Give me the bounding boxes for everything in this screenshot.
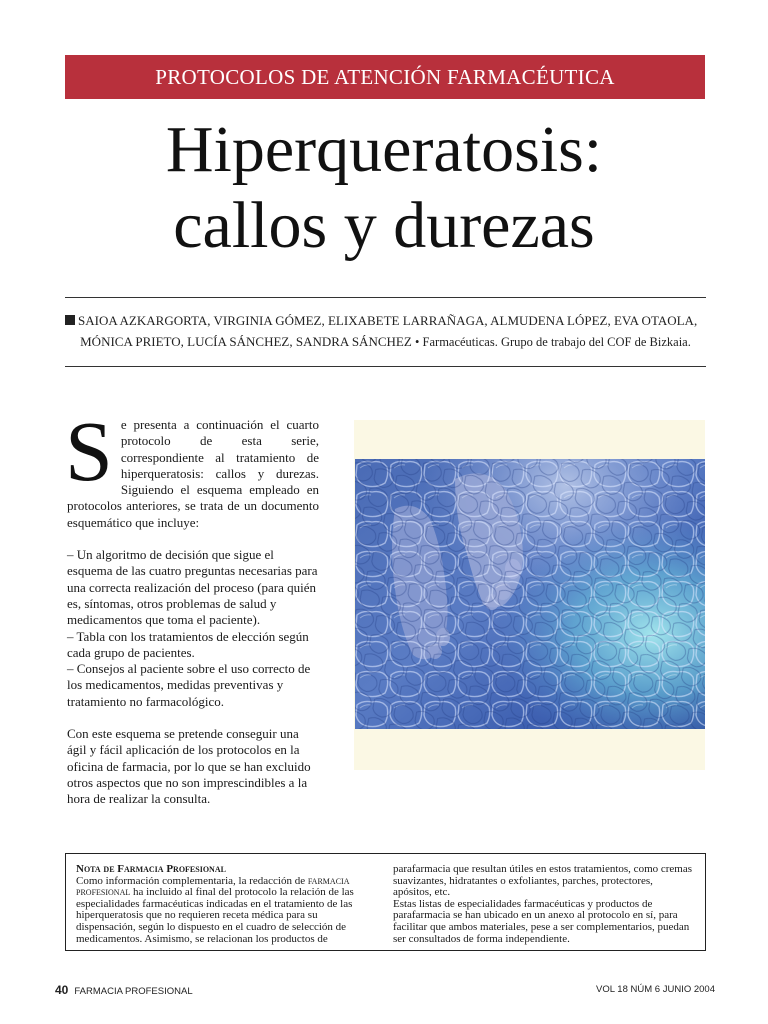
- authors-affiliation: • Farmacéuticas. Grupo de trabajo del COF de Bizkaia.: [415, 335, 691, 349]
- closing-paragraph: Con este esquema se pretende conseguir una ágil y fácil aplicación de los protocolos en la oficina de farmacia, por lo que se han excluido otros aspectos que no son imprescindibles a la hora de realizar la consulta.: [67, 726, 311, 807]
- note-text-left: [76, 876, 376, 946]
- list-item-advice: – Consejos al paciente sobre el uso correcto de los medicamentos, medidas preventivas y tratamiento no farmacológico.: [67, 661, 311, 709]
- photo-illustration: [355, 459, 705, 729]
- bullet-square-icon: [65, 315, 75, 325]
- title-line-2: callos y durezas: [173, 189, 595, 262]
- feet-behind-glass-photo: [355, 459, 705, 729]
- intro-text: e presenta a continuación el cuarto protocolo de esta serie, correspondiente al tratamiento de hiperqueratosis: callos y durezas. Siguiendo el esquema empleado en protocolos anteriores, se trata de un documento esquemático que incluye:: [67, 417, 319, 530]
- article-title: [0, 112, 768, 264]
- note-text-left-a: Como información complementaria, la redacción de: [76, 874, 308, 887]
- title-line-1: Hiperqueratosis:: [165, 113, 603, 186]
- note-journal-name: farmacia profesional: [76, 874, 350, 899]
- top-rule: [65, 297, 706, 298]
- authors-line-2: [65, 331, 706, 353]
- authors-block: [65, 310, 706, 353]
- section-banner: [65, 55, 705, 99]
- list-item-table: – Tabla con los tratamientos de elección según cada grupo de pacientes.: [67, 628, 309, 660]
- note-column-right: [393, 864, 693, 945]
- note-column-left: [76, 864, 376, 945]
- authors-names-2: MÓNICA PRIETO, LUCÍA SÁNCHEZ, SANDRA SÁNCHEZ: [80, 334, 412, 349]
- page-footer: [55, 983, 715, 997]
- note-text-left-b: ha incluido al final del protocolo la relación de las especialidades farmacéuticas indicadas en el tratamiento de las hiperqueratosis que no requieren receta médica para su dispensación, según lo dispuesto en el cuadro de selección de medicamentos. Asimismo, se relacionan los productos de: [76, 886, 354, 945]
- page-number: 40: [55, 983, 69, 997]
- article-body: [65, 403, 319, 808]
- authors-names-1: SAIOA AZKARGORTA, VIRGINIA GÓMEZ, ELIXABETE LARRAÑAGA, ALMUDENA LÓPEZ, EVA OTAOLA,: [78, 313, 698, 328]
- issue-info: VOL 18 NÚM 6 JUNIO 2004: [596, 984, 715, 995]
- note-text-right-b: Estas listas de especialidades farmacéuticas y productos de parafarmacia se han ubicado en un anexo al protocolo en sí, para facilitar que ambos materiales, pese a ser complementarios, puedan ser consultados de forma independiente.: [393, 897, 690, 945]
- section-title: PROTOCOLOS DE ATENCIÓN FARMACÉUTICA: [155, 65, 615, 89]
- bottom-rule: [65, 366, 706, 367]
- editorial-note-box: [65, 853, 706, 951]
- intro-paragraph: [65, 403, 319, 531]
- note-text-right-a: parafarmacia que resultan útiles en estos tratamientos, como cremas suavizantes, hidratantes o exfoliantes, parches, protectores, apósitos, etc.: [393, 863, 693, 899]
- journal-name: FARMACIA PROFESIONAL: [74, 986, 193, 997]
- list-item-algorithm: – Un algoritmo de decisión que sigue el esquema de las cuatro preguntas necesarias para una correcta realización del proceso (para quién es, síntomas, otros problemas de salud y medicamentos que toma el paciente).: [67, 547, 318, 628]
- note-title: Nota de Farmacia Profesional: [76, 863, 226, 875]
- authors-line-1: [65, 310, 706, 331]
- drop-cap: S: [65, 403, 113, 499]
